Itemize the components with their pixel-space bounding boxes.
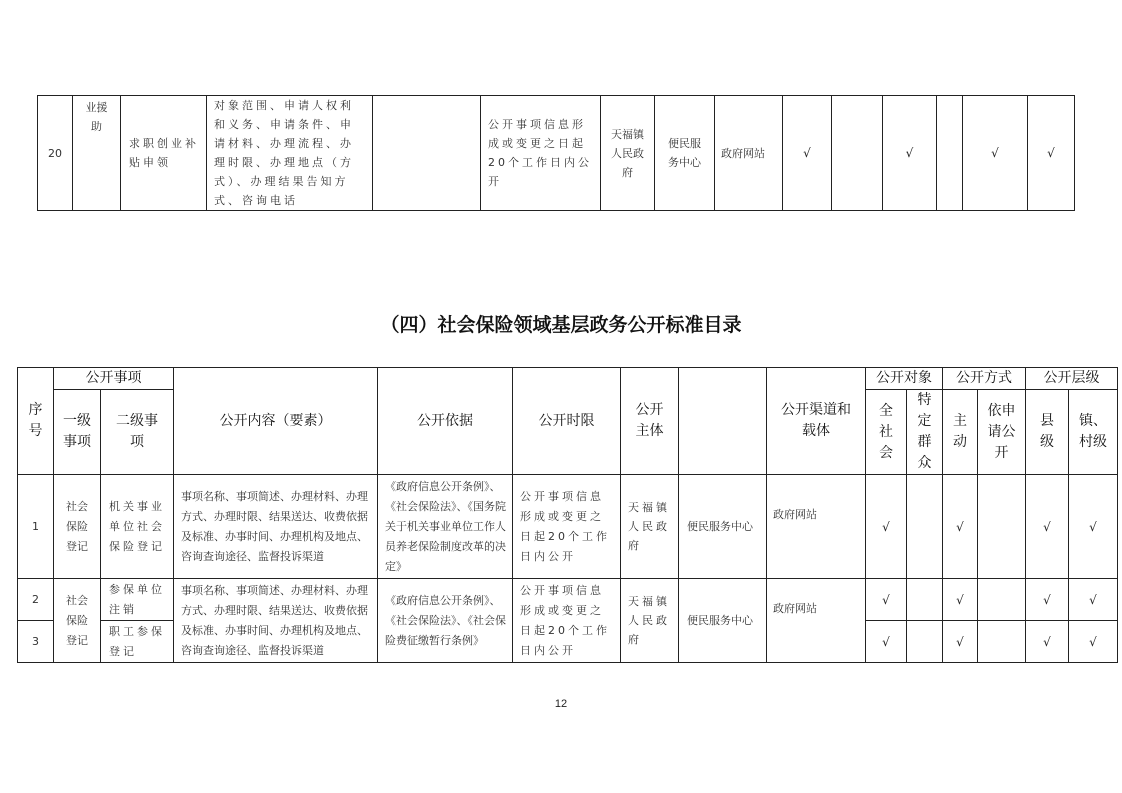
level1-item: 社会 保险 登记	[54, 475, 101, 579]
check-mark: √	[943, 475, 978, 579]
header-content: 公开内容（要素）	[174, 368, 378, 475]
table-row	[38, 96, 1075, 211]
header-target-group: 公开对象	[866, 368, 943, 390]
service-carrier: 便民服务中心	[679, 475, 767, 579]
check-mark	[978, 475, 1026, 579]
check-mark: √	[943, 621, 978, 663]
check-mark	[907, 579, 943, 621]
row-number: 20	[38, 96, 73, 211]
check-mark: √	[866, 621, 907, 663]
check-mark	[907, 475, 943, 579]
page-number: 12	[554, 698, 568, 710]
disclosure-channel: 政府网站	[715, 96, 783, 211]
check-mark: √	[1069, 475, 1118, 579]
table-row	[18, 579, 1118, 621]
header-subject: 公开 主体	[621, 368, 679, 475]
header-no: 序 号	[18, 368, 54, 475]
header-row	[18, 368, 1118, 390]
row-number: 1	[18, 475, 54, 579]
check-mark: √	[943, 579, 978, 621]
check-mark: √	[1026, 579, 1069, 621]
disclosure-content: 对象范围、申请人权利和义务、申请条件、申请材料、办理流程、办理时限、办理地点（方式）、办理结果告知方式、咨询电话	[207, 96, 373, 211]
header-basis: 公开依据	[378, 368, 513, 475]
header-channel: 公开渠道和 载体	[767, 368, 866, 475]
time-limit: 公开事项信息形成或变更之日起20个工作日内公开	[513, 579, 621, 663]
table-row	[18, 475, 1118, 579]
time-limit: 公开事项信息形成或变更之日起20个工作日内公开	[513, 475, 621, 579]
disclosure-content: 事项名称、事项简述、办理材料、办理方式、办理时限、结果送达、收费依据及标准、办事时间、办理机构及地点、咨询查询途径、监督投诉渠道	[174, 475, 378, 579]
check-mark	[978, 579, 1026, 621]
section-title: （四）社会保险领域基层政务公开标准目录	[380, 314, 742, 336]
check-mark: √	[1026, 621, 1069, 663]
check-mark	[937, 96, 963, 211]
header-level-town: 镇、 村级	[1069, 390, 1118, 475]
header-level2: 二级事 项	[101, 390, 174, 475]
row-number: 2	[18, 579, 54, 621]
social-insurance-table	[17, 367, 1118, 663]
level1-item: 业援 助	[73, 96, 121, 211]
check-mark: √	[1028, 96, 1075, 211]
header-time-limit: 公开时限	[513, 368, 621, 475]
continuation-table	[37, 95, 1075, 211]
header-method-group: 公开方式	[943, 368, 1026, 390]
disclosure-content: 事项名称、事项简述、办理材料、办理方式、办理时限、结果送达、收费依据及标准、办事时间、办理机构及地点、咨询查询途径、监督投诉渠道	[174, 579, 378, 663]
disclosure-subject: 天福镇人民政府	[621, 579, 679, 663]
header-level-group: 公开层级	[1026, 368, 1118, 390]
level1-item: 社会 保险 登记	[54, 579, 101, 663]
check-mark: √	[783, 96, 832, 211]
check-mark: √	[1069, 621, 1118, 663]
disclosure-channel: 政府网站	[767, 579, 866, 663]
check-mark	[832, 96, 883, 211]
level2-item: 机关事业单位社会保险登记	[101, 475, 174, 579]
header-method-active: 主 动	[943, 390, 978, 475]
disclosure-channel: 政府网站	[767, 475, 866, 579]
check-mark: √	[1069, 579, 1118, 621]
time-limit: 公开事项信息形成或变更之日起20个工作日内公开	[481, 96, 601, 211]
service-carrier: 便民服 务中心	[655, 96, 715, 211]
disclosure-basis	[373, 96, 481, 211]
row-number: 3	[18, 621, 54, 663]
check-mark	[907, 621, 943, 663]
check-mark: √	[866, 579, 907, 621]
level2-item: 求职创业补 贴申领	[121, 96, 207, 211]
header-blank	[679, 368, 767, 475]
check-mark: √	[963, 96, 1028, 211]
header-method-request: 依申 请公 开	[978, 390, 1026, 475]
level2-item: 参保单位注销	[101, 579, 174, 621]
disclosure-basis: 《政府信息公开条例》、《社会保险法》、《社会保险费征缴暂行条例》	[378, 579, 513, 663]
disclosure-basis: 《政府信息公开条例》、《社会保险法》、《国务院关于机关事业单位工作人员养老保险制度改革的决定》	[378, 475, 513, 579]
disclosure-subject: 天福镇 人民政 府	[601, 96, 655, 211]
header-item-group: 公开事项	[54, 368, 174, 390]
check-mark: √	[866, 475, 907, 579]
header-level1: 一级 事项	[54, 390, 101, 475]
disclosure-subject: 天福镇人民政府	[621, 475, 679, 579]
level2-item: 职工参保登记	[101, 621, 174, 663]
service-carrier: 便民服务中心	[679, 579, 767, 663]
check-mark: √	[883, 96, 937, 211]
check-mark: √	[1026, 475, 1069, 579]
header-target-all: 全 社 会	[866, 390, 907, 475]
check-mark	[978, 621, 1026, 663]
header-level-county: 县 级	[1026, 390, 1069, 475]
header-target-specific: 特 定 群 众	[907, 390, 943, 475]
